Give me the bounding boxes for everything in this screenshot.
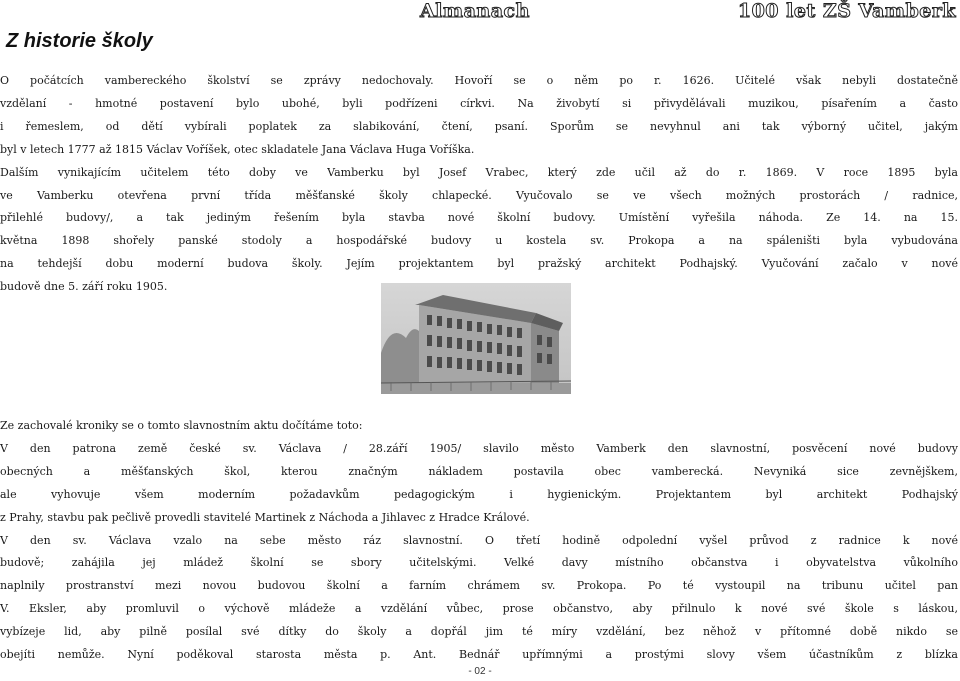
text-line: ve Vamberku otevřena první třída měšťanské školy chlapecké. Vyučovalo se ve všech možných prostorách / radnice, xyxy=(0,188,958,202)
almanac-title: Almanach xyxy=(420,0,530,22)
text-line: V den patrona země české sv. Václava / 28.září 1905/ slavilo město Vamberk den slavnostní, posvěcení nové budovy xyxy=(0,441,958,455)
section-title: Z historie školy xyxy=(6,30,153,52)
text-line: vybízeje lid, aby pilně posílal své dítky do školy a dopřál jim té míry vzdělání, bez něhož v přítomné době nikdo se xyxy=(0,625,958,639)
text-line: z Prahy, stavbu pak pečlivě provedli stavitelé Martinek z Náchoda a Jihlavec z Hradce Králové. xyxy=(0,510,530,524)
text-line: V. Eksler, aby promluvil o výchově mládeže a vzdělání vůbec, prose občanstvo, aby přilnulo k nové své škole s láskou, xyxy=(0,602,958,616)
text-line: přilehlé budovy/, a tak jediným řešením byla stavba nové školní budovy. Umístění vyřešila náhoda. Ze 14. na 15. xyxy=(0,211,958,225)
text-line: obejíti nemůže. Nyní poděkoval starosta města p. Ant. Bednář upřímnými a prostými slovy všem účastníkům z blízka xyxy=(0,648,958,662)
text-line: na tehdejší dobu moderní budova školy. Jejím projektantem byl pražský architekt Podhajský. Vyučování začalo v nové xyxy=(0,257,958,271)
text-line: V den sv. Václava vzalo na sebe město ráz slavnostní. O třetí hodině odpolední vyšel průvod z radnice k nové xyxy=(0,533,958,547)
text-line: O počátcích vambereckého školství se zprávy nedochovaly. Hovoří se o něm po r. 1626. Učitelé však nebyli dostatečně xyxy=(0,74,958,87)
intro-paragraph xyxy=(0,70,958,299)
chronicle-paragraph xyxy=(0,415,958,667)
text-line: budově dne 5. září roku 1905. xyxy=(0,280,168,294)
text-line: vzdělaní - hmotné postavení bylo ubohé, byli podřízeni církvi. Na živobytí si přivydělávali muzikou, písařením a často xyxy=(0,96,958,110)
text-line: byl v letech 1777 až 1815 Václav Voříšek, otec skladatele Jana Václava Huga Voříška. xyxy=(0,142,475,156)
text-line: května 1898 shořely panské stodoly a hospodářské budovy u kostela sv. Prokopa a na spáleništi byla vybudována xyxy=(0,234,958,248)
text-line: i řemeslem, od dětí vybírali poplatek za slabikování, čtení, psaní. Sporům se nevyhnul ani tak výborný učitel, jakým xyxy=(0,119,958,133)
school-building-photo xyxy=(381,283,571,394)
text-line: budově; zahájila jej mládež školní se sbory učitelskými. Velké davy místního občanstva i obyvatelstva vůkolního xyxy=(0,556,958,570)
text-line: Ze zachovalé kroniky se o tomto slavnostním aktu dočítáme toto: xyxy=(0,419,363,432)
text-line: naplnily prostranství mezi novou budovou školní a farním chrámem sv. Prokopa. Po té vystoupil na tribunu učitel pan xyxy=(0,579,958,593)
text-line: obecných a měšťanských škol, kterou značným nákladem postavila obec vamberecká. Nevyniká sice zevnějškem, xyxy=(0,464,958,478)
text-line: Dalším vynikajícím učitelem této doby ve Vamberku byl Josef Vrabec, který zde učil až do r. 1869. V roce 1895 byla xyxy=(0,165,958,179)
school-building-image xyxy=(381,283,571,394)
text-line: ale vyhovuje všem moderním požadavkům pedagogickým i hygienickým. Projektantem byl architekt Podhajský xyxy=(0,487,958,501)
anniversary-title: 100 let ZŠ Vamberk xyxy=(737,0,956,22)
page-number: - 02 - xyxy=(468,666,492,677)
